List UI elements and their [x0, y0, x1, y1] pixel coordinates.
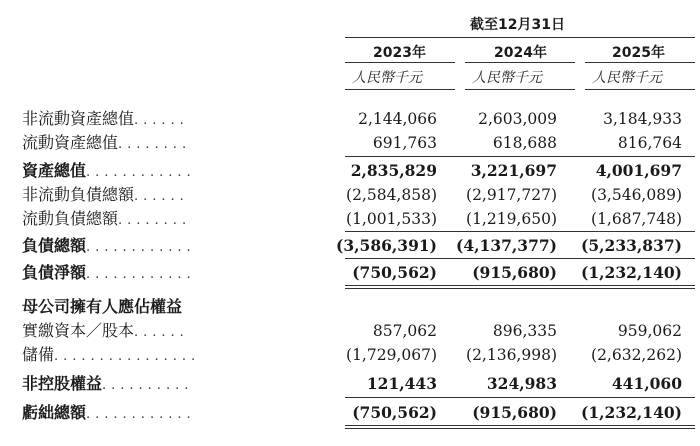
row-value-2023: 121,443	[366, 374, 437, 393]
leader-dots: ......	[134, 325, 189, 340]
double-rule-deficit-2	[345, 428, 695, 429]
row-value-2024: (1,219,650)	[466, 210, 557, 228]
row-label-text: 虧絀總額	[22, 403, 87, 422]
row-value-2024: 324,983	[486, 374, 557, 393]
year-2024: 2024年	[494, 45, 547, 61]
row-value-2023: (1,001,533)	[346, 210, 437, 228]
row-value-2025: (1,232,140)	[581, 403, 682, 422]
row-value-2024: 896,335	[492, 322, 557, 340]
table-row	[0, 296, 700, 318]
table-row	[0, 132, 700, 154]
row-value-2023: (3,586,391)	[336, 236, 437, 255]
row-label-text: 非流動資產總值	[22, 109, 135, 128]
leader-dots: ............	[86, 240, 196, 255]
row-label	[22, 402, 196, 426]
period-rule	[345, 37, 695, 38]
row-value-2025: (1,232,140)	[581, 263, 682, 282]
leader-dots: ......	[134, 113, 189, 128]
table-row	[0, 184, 700, 206]
table-row	[0, 402, 700, 424]
row-value-2025: 3,184,933	[603, 110, 682, 128]
double-rule-net-2	[345, 288, 695, 289]
table-row	[0, 208, 700, 230]
row-label	[22, 373, 193, 397]
subtotal-rule-liabilities	[345, 231, 695, 232]
row-value-2025: 4,001,697	[595, 161, 682, 180]
row-value-2023: 2,144,066	[358, 110, 437, 128]
year-2025: 2025年	[612, 45, 665, 61]
row-value-2023: 857,062	[372, 322, 437, 340]
unit-rule-2024	[465, 89, 575, 90]
table-row	[0, 344, 700, 366]
row-value-2025: (3,546,089)	[591, 186, 682, 204]
leader-dots: ................	[54, 349, 201, 364]
leader-dots: ......	[134, 189, 189, 204]
row-label-text: 負債總額	[22, 236, 87, 255]
row-value-2024: 618,688	[492, 134, 557, 152]
row-label	[22, 132, 191, 156]
row-label	[22, 160, 196, 184]
unit-rule-2025	[585, 89, 695, 90]
table-row	[0, 373, 700, 395]
row-value-2023: (750,562)	[352, 403, 437, 422]
row-value-2025: 441,060	[611, 374, 682, 393]
row-value-2024: (915,680)	[472, 263, 557, 282]
table-row	[0, 235, 700, 257]
row-label	[22, 108, 189, 132]
row-label	[22, 320, 189, 344]
leader-dots: ............	[86, 267, 196, 282]
year-rule-2025	[585, 62, 695, 63]
row-label	[22, 235, 196, 259]
leader-dots: ........	[118, 137, 192, 152]
row-label	[22, 184, 189, 208]
row-label-text: 流動負債總額	[22, 209, 119, 228]
row-value-2025: (5,233,837)	[581, 236, 682, 255]
row-value-2024: (915,680)	[472, 403, 557, 422]
row-value-2024: (2,136,998)	[466, 346, 557, 364]
row-value-2024: 2,603,009	[478, 110, 557, 128]
year-rule-2023	[345, 62, 455, 63]
row-label-text: 非控股權益	[22, 374, 103, 393]
table-row	[0, 320, 700, 342]
subtotal-rule-equity	[345, 397, 695, 398]
unit-2025: 人民幣千元	[592, 70, 662, 86]
unit-2024: 人民幣千元	[472, 70, 542, 86]
row-value-2024: (2,917,727)	[466, 186, 557, 204]
row-label	[22, 208, 191, 232]
row-label-text: 負債淨額	[22, 263, 87, 282]
subtotal-rule-assets	[345, 156, 695, 157]
table-row	[0, 160, 700, 182]
subtotal-rule-net	[345, 258, 695, 259]
leader-dots: ............	[86, 165, 196, 180]
row-label	[22, 262, 196, 286]
row-value-2024: (4,137,377)	[456, 236, 557, 255]
table-row	[0, 108, 700, 130]
leader-dots: ............	[86, 407, 196, 422]
unit-2023: 人民幣千元	[352, 70, 422, 86]
double-rule-deficit-1	[345, 425, 695, 426]
row-value-2023: (2,584,858)	[346, 186, 437, 204]
period-header: 截至12月31日	[470, 17, 565, 33]
row-label-text: 儲備	[22, 345, 55, 364]
row-label-text: 資產總值	[22, 161, 87, 180]
year-2023: 2023年	[373, 45, 426, 61]
row-value-2025: (2,632,262)	[591, 346, 682, 364]
row-label-text: 流動資產總值	[22, 133, 119, 152]
row-value-2025: (1,687,748)	[591, 210, 682, 228]
row-value-2023: 691,763	[372, 134, 437, 152]
row-label	[22, 296, 182, 318]
leader-dots: ..........	[102, 378, 194, 393]
unit-rule-2023	[345, 89, 455, 90]
table-row	[0, 262, 700, 284]
row-label-text: 實繳資本／股本	[22, 321, 135, 340]
year-rule-2024	[465, 62, 575, 63]
row-value-2025: 816,764	[617, 134, 682, 152]
row-value-2023: (1,729,067)	[346, 346, 437, 364]
double-rule-net-1	[345, 285, 695, 286]
row-value-2024: 3,221,697	[470, 161, 557, 180]
row-label-text: 非流動負債總額	[22, 185, 135, 204]
row-label-text: 母公司擁有人應佔權益	[22, 297, 183, 316]
leader-dots: ........	[118, 213, 192, 228]
row-value-2023: (750,562)	[352, 263, 437, 282]
row-label	[22, 344, 200, 368]
row-value-2023: 2,835,829	[350, 161, 437, 180]
row-value-2025: 959,062	[617, 322, 682, 340]
